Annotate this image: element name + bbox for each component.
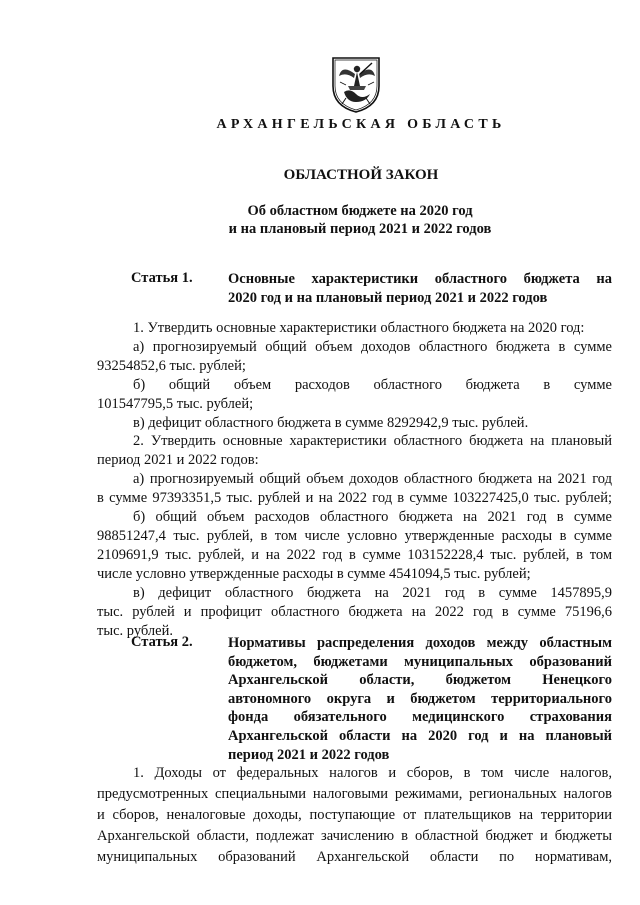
article-1-line: 2109691,9 тыс. рублей, и на 2022 год в сумме 103152228,4 тыс. рублей, в том	[97, 546, 612, 563]
article-1-line: тыс. рублей.	[97, 622, 173, 639]
article-1-line: б) общий объем расходов областного бюджета в сумме	[133, 376, 612, 393]
article-2-line: и сборов, неналоговые доходы, поступающие от плательщиков на территории	[97, 807, 612, 823]
article-2-heading-line: период 2021 и 2022 годов	[228, 746, 390, 763]
article-2-label: Статья 2.	[131, 634, 193, 650]
article-1-body	[97, 319, 612, 640]
article-1-line: в сумме 97393351,5 тыс. рублей и на 2022 год в сумме 103227425,0 тыс. рублей;	[97, 490, 612, 507]
article-1-heading	[228, 270, 612, 307]
article-1-line: в) дефицит областного бюджета в сумме 8292942,9 тыс. рублей.	[133, 414, 529, 431]
article-1-line: а) прогнозируемый общий объем доходов областного бюджета в сумме	[133, 338, 612, 355]
article-2-line: муниципальных образований Архангельской области по нормативам,	[97, 849, 612, 865]
law-subtitle-line: и на плановый период 2021 и 2022 годов	[228, 221, 492, 237]
region-name: АРХАНГЕЛЬСКАЯ ОБЛАСТЬ	[216, 117, 506, 132]
article-2-line: предусмотренных специальными налоговыми режимами, региональных налогов	[97, 786, 612, 802]
law-subtitle-line: Об областном бюджете на 2020 год	[247, 203, 473, 219]
article-1-line: 93254852,6 тыс. рублей;	[97, 357, 246, 374]
article-2-heading-line: фонда обязательного медицинского страхования	[228, 709, 612, 726]
article-2-line: 1. Доходы от федеральных налогов и сборов, в том числе налогов,	[133, 765, 612, 781]
article-2-body	[97, 763, 612, 868]
arkhangelsk-coat-of-arms-icon	[330, 52, 382, 114]
article-1-line: период 2021 и 2022 годов:	[97, 452, 259, 469]
article-1-line: 2. Утвердить основные характеристики областного бюджета на плановый	[133, 433, 612, 450]
article-2-heading-line: Нормативы распределения доходов между областным	[228, 635, 612, 651]
law-type-title: ОБЛАСТНОЙ ЗАКОН	[283, 167, 439, 183]
article-1-line: 98851247,4 тыс. рублей, в том числе условно утвержденные расходы в сумме	[97, 527, 612, 544]
article-1-line: а) прогнозируемый общий объем доходов областного бюджета на 2021 год	[133, 471, 612, 488]
article-2-line: Архангельской области, подлежат зачислению в областной бюджет и бюджеты	[97, 828, 612, 844]
article-2-heading-line: Архангельской области, бюджетом Ненецкого	[228, 672, 612, 689]
article-1-line: числе условно утвержденные расходы в сумме 4541094,5 тыс. рублей;	[97, 565, 531, 582]
article-1-line: 101547795,5 тыс. рублей;	[97, 395, 254, 412]
article-2-heading-line: бюджетом, бюджетами муниципальных образований	[228, 653, 612, 670]
article-1-label: Статья 1.	[131, 270, 193, 286]
article-1-line: в) дефицит областного бюджета на 2021 год в сумме 1457895,9	[133, 584, 612, 601]
article-1-heading-line: Основные характеристики областного бюджета на	[228, 271, 612, 287]
article-1-line: тыс. рублей и профицит областного бюджета на 2022 год в сумме 75196,6	[97, 603, 612, 620]
law-subtitle	[200, 202, 520, 238]
article-2-heading-line: автономного округа и бюджетом территориального	[228, 690, 612, 707]
article-1-line: б) общий объем расходов областного бюджета на 2021 год в сумме	[133, 509, 612, 526]
article-2-heading	[228, 634, 612, 764]
article-2-heading-line: Архангельской области на 2020 год и на плановый	[228, 727, 612, 744]
article-1-line: 1. Утвердить основные характеристики областного бюджета на 2020 год:	[133, 320, 585, 336]
article-1-heading-line: 2020 год и на плановый период 2021 и 2022 годов	[228, 289, 548, 306]
